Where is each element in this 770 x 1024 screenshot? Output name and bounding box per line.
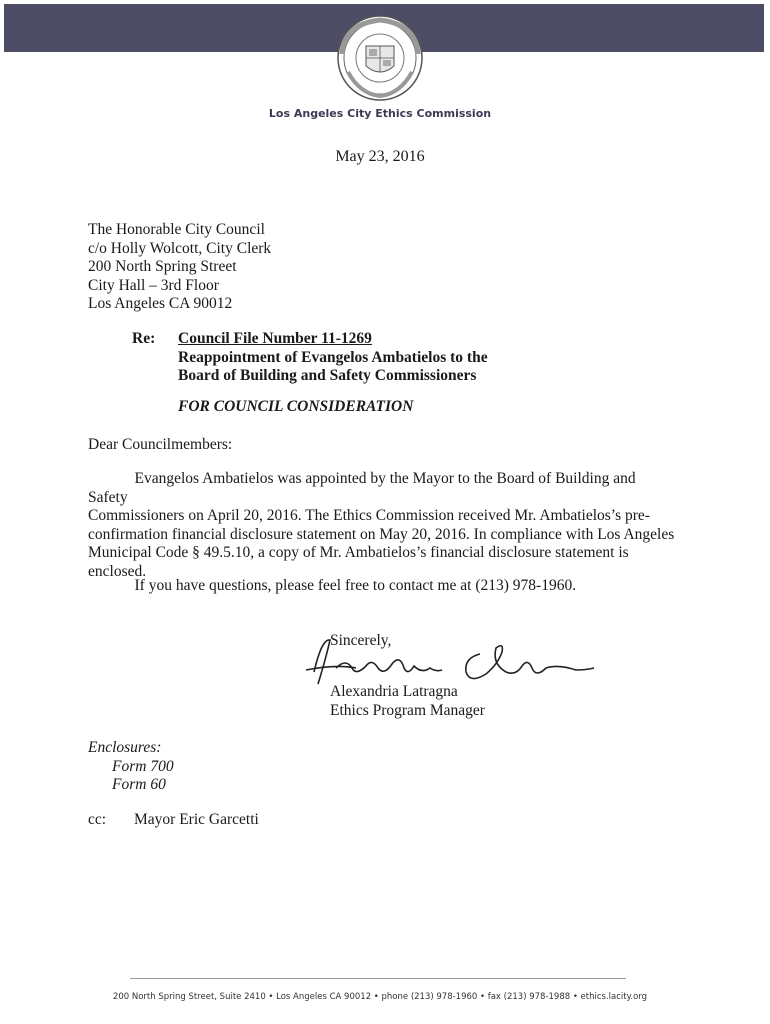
signer-name: Alexandria Latragna: [330, 683, 458, 700]
paragraph-line: Municipal Code § 49.5.10, a copy of Mr. Ambatielos’s financial disclosure statement is: [88, 544, 629, 561]
cc-recipient: Mayor Eric Garcetti: [134, 811, 259, 828]
city-seal-icon: [336, 14, 424, 102]
paragraph-line: Evangelos Ambatielos was appointed by the Mayor to the Board of Building and Safety: [88, 470, 636, 506]
enclosure-item: Form 700: [112, 757, 174, 775]
footer-divider: [130, 978, 626, 979]
enclosures: [88, 739, 174, 795]
address-line: c/o Holly Wolcott, City Clerk: [88, 239, 272, 257]
enclosure-item: Form 60: [112, 776, 166, 793]
letter-date: May 23, 2016: [335, 148, 425, 165]
address-line: Los Angeles CA 90012: [88, 295, 233, 312]
signer-title: Ethics Program Manager: [330, 701, 485, 719]
body-paragraph-1: [88, 470, 678, 581]
paragraph-line: enclosed.: [88, 562, 147, 580]
subject-block: [178, 330, 488, 386]
body-paragraph-2: If you have questions, please feel free to contact me at (213) 978-1960.: [88, 577, 577, 594]
enclosures-label: Enclosures:: [88, 739, 162, 756]
subject-line: Reappointment of Evangelos Ambatielos to the: [178, 348, 488, 366]
address-line: The Honorable City Council: [88, 221, 265, 238]
address-line: City Hall – 3rd Floor: [88, 276, 219, 294]
organization-name: Los Angeles City Ethics Commission: [268, 107, 492, 120]
subject-label: Re:: [132, 330, 156, 347]
paragraph-line: Commissioners on April 20, 2016. The Ethics Commission received Mr. Ambatielos’s pre-: [88, 507, 650, 524]
footer-contact: 200 North Spring Street, Suite 2410 • Los Angeles CA 90012 • phone (213) 978-1960 • fax (213) 978-1988 • ethics.lacity.org: [112, 992, 648, 1002]
recipient-address: [88, 221, 271, 314]
cc-label: cc:: [88, 811, 107, 828]
signer-block: [330, 683, 485, 720]
valediction: Sincerely,: [330, 632, 392, 649]
paragraph-line: confirmation financial disclosure statement on May 20, 2016. In compliance with Los Angeles: [88, 525, 675, 543]
council-file-number: Council File Number 11-1269: [178, 330, 372, 347]
consideration-note: FOR COUNCIL CONSIDERATION: [178, 398, 414, 415]
address-line: 200 North Spring Street: [88, 258, 237, 275]
subject-line: Board of Building and Safety Commissioners: [178, 367, 477, 384]
salutation: Dear Councilmembers:: [88, 436, 233, 453]
